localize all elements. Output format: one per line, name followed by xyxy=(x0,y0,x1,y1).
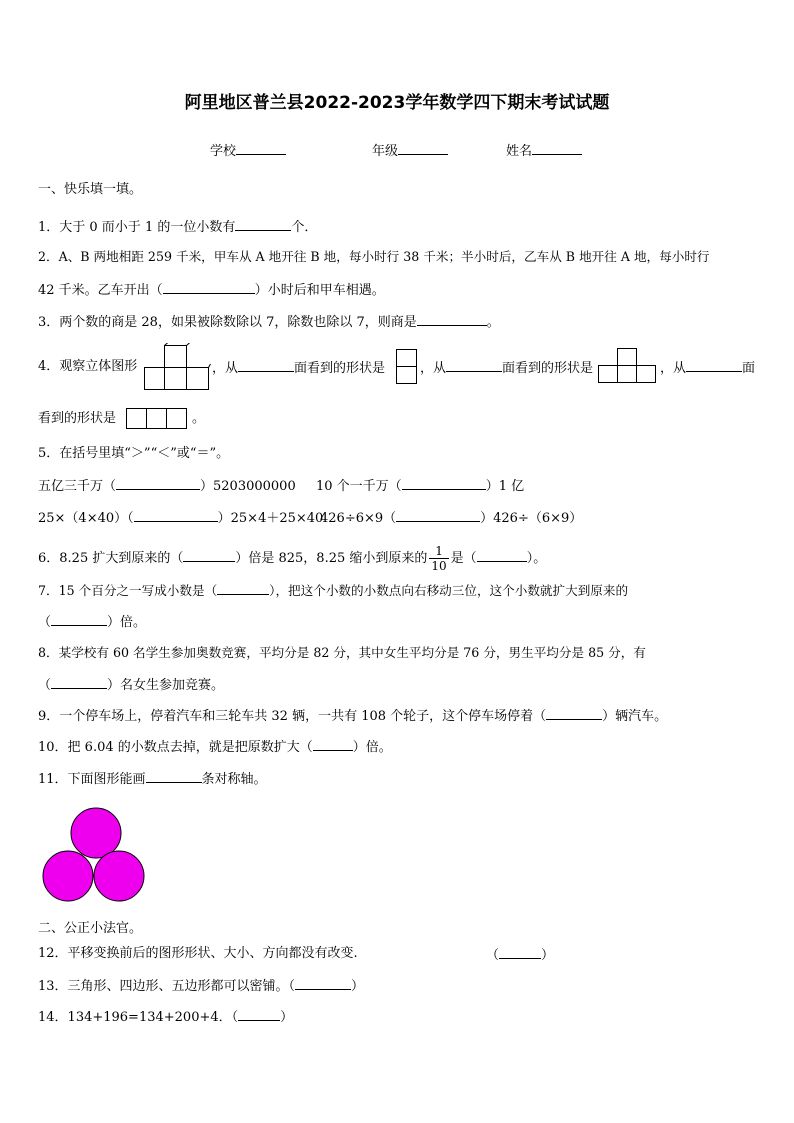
question-3: 3．两个数的商是 28，如果被除数除以 7，除数也除以 7，则商是 。 xyxy=(38,311,500,331)
question-12-answer: （ ） xyxy=(486,944,554,964)
top-circle xyxy=(71,808,121,858)
question-1: 1．大于 0 而小于 1 的一位小数有 个． xyxy=(38,216,317,236)
solid-figure-icon xyxy=(143,343,211,391)
question-4-label: 4．观察立体图形 xyxy=(38,359,138,374)
question-4-part1: ，从 面看到的形状是 xyxy=(212,357,385,377)
bottom-right-circle xyxy=(94,851,144,901)
question-4-part2: ，从 面看到的形状是 xyxy=(420,357,593,377)
section2-heading: 二、公正小法官。 xyxy=(38,921,143,936)
question-11: 11．下面图形能画 条对称轴。 xyxy=(38,768,267,788)
question-7-line2: （ ）倍。 xyxy=(38,611,146,631)
grade-label: 年级 xyxy=(372,144,399,159)
school-field xyxy=(210,140,286,159)
question-5-row2a: 25×（4×40）（ ）25×4＋25×40 xyxy=(38,507,323,527)
grade-field xyxy=(372,140,448,159)
question-10: 10．把 6.04 的小数点去掉，就是把原数扩大（ ）倍。 xyxy=(38,736,392,756)
question-2-line1: 2．A、B 两地相距 259 千米，甲车从 A 地开往 B 地，每小时行 38 千米；半小时后，乙车从 B 地开往 A 地，每小时行 xyxy=(38,249,710,264)
question-5-intro: 5．在括号里填“＞”“＜”或“＝”。 xyxy=(38,446,230,461)
question-5-row1b: 10 个一千万（ ）1 亿 xyxy=(316,475,524,495)
question-5-row1a: 五亿三千万（ ）5203000000 xyxy=(38,475,296,495)
fraction-one-tenth: $\frac{1}{10}$ xyxy=(431,544,447,573)
question-9: 9．一个停车场上，停着汽车和三轮车共 32 辆，一共有 108 个轮子，这个停车场停着（ ）辆汽车。 xyxy=(38,705,667,725)
question-7-line1: 7．15 个百分之一写成小数是（ ），把这个小数的小数点向右移动三位，这个小数就扩大到原来的 xyxy=(38,580,628,600)
question-2-line2: 42 千米。乙车开出（ ）小时后和甲车相遇。 xyxy=(38,279,385,299)
question-12: 12．平移变换前后的图形形状、大小、方向都没有改变. xyxy=(38,946,358,961)
question-4-line2: 看到的形状是 xyxy=(38,411,117,426)
question-13: 13．三角形、四边形、五边形都可以密铺。（ ） xyxy=(38,975,364,995)
school-label: 学校 xyxy=(210,144,237,159)
view-shape-3-icon xyxy=(125,407,189,431)
section1-heading: 一、快乐填一填。 xyxy=(38,182,143,197)
question-5-row2b: 426÷6×9（ ）426÷（6×9） xyxy=(320,507,582,527)
three-circles-figure xyxy=(40,806,148,902)
question-4-part3: ，从 面 xyxy=(660,357,755,377)
question-14: 14．134+196=134+200+4．（ ） xyxy=(38,1006,293,1026)
question-6: 6．8.25 扩大到原来的（ ）倍是 825，8.25 缩小到原来的 $\frac{1}{10}$ 是（ ）。 xyxy=(38,544,547,573)
view-shape-1-icon xyxy=(395,348,419,386)
name-field xyxy=(506,140,582,159)
page-title: 阿里地区普兰县2022-2023学年数学四下期末考试试题 xyxy=(184,93,610,113)
question-4-end: 。 xyxy=(192,411,206,426)
view-shape-2-icon xyxy=(598,347,658,385)
question-8-line2: （ ）名女生参加竞赛。 xyxy=(38,674,224,694)
question-8-line1: 8．某学校有 60 名学生参加奥数竞赛，平均分是 82 分，其中女生平均分是 76 分，男生平均分是 85 分，有 xyxy=(38,645,646,660)
bottom-left-circle xyxy=(43,851,93,901)
name-label: 姓名 xyxy=(506,144,533,159)
